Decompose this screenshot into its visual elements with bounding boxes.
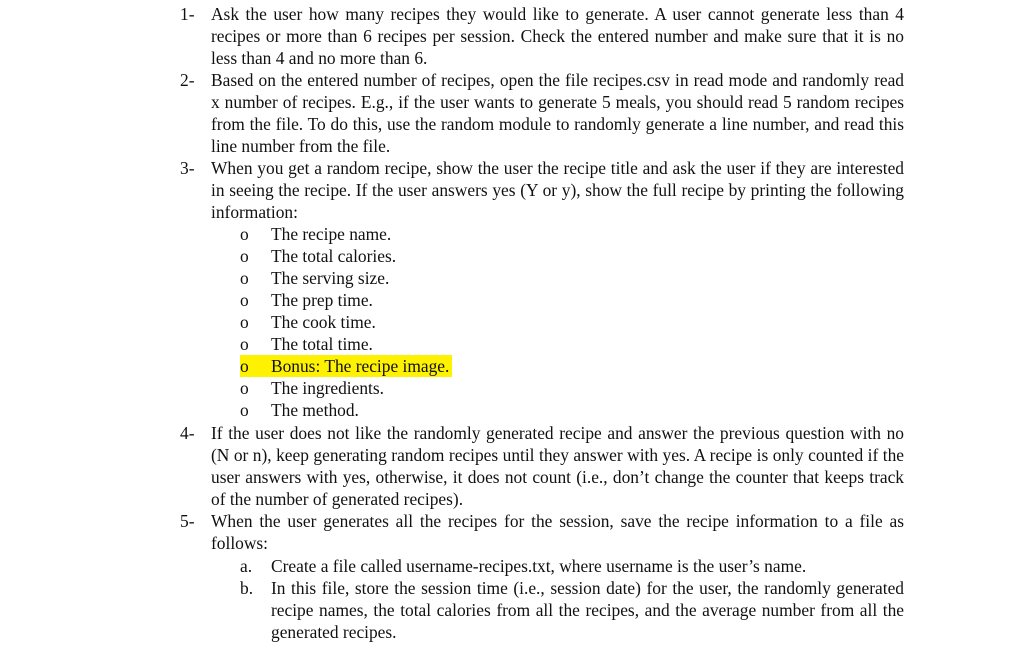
bullet-item (240, 245, 904, 267)
bullet-text: The recipe name. (271, 224, 392, 244)
step-text: Based on the entered number of recipes, open the file recipes.csv in read mode and randomly read x number of recipes. E.g., if the user wants to generate 5 meals, you should read 5 random recipes from the file. To do this, use the random module to randomly generate a line number, and read this line number from the file. (211, 70, 904, 156)
bullet-text: The method. (271, 400, 359, 420)
sub-item-label: a. (240, 556, 253, 576)
bullet-marker: o (240, 224, 249, 244)
bullet-marker: o (240, 290, 249, 310)
sub-item-text: Create a file called username-recipes.txt, where username is the user’s name. (271, 556, 807, 576)
bullet-marker: o (240, 356, 249, 376)
sub-item-a (240, 555, 904, 577)
bullet-marker: o (240, 268, 249, 288)
bullet-text: The prep time. (271, 290, 373, 310)
step-1 (180, 3, 904, 69)
sub-item-label: b. (240, 578, 254, 598)
sub-item-text: In this file, store the session time (i.e., session date) for the user, the randomly generated recipe names, the total calories from all the recipes, and the average number from all the generated recipes. (271, 578, 904, 642)
step-number: 1- (180, 4, 195, 24)
sub-item-b (240, 577, 904, 643)
bullet-item (240, 377, 904, 399)
step-number: 2- (180, 70, 195, 90)
bullet-item (240, 311, 904, 333)
bullet-item (240, 223, 904, 245)
bullet-marker: o (240, 312, 249, 332)
step-text: When you get a random recipe, show the user the recipe title and ask the user if they are interested in seeing the recipe. If the user answers yes (Y or y), show the full recipe by printing the following information: (211, 158, 904, 222)
step-number: 4- (180, 423, 195, 443)
step-3 (180, 157, 904, 223)
step-4 (180, 422, 904, 510)
highlight (240, 355, 452, 377)
step-text: When the user generates all the recipes for the session, save the recipe information to a file as follows: (211, 511, 904, 553)
bullet-item-highlighted (240, 355, 904, 377)
step-5 (180, 510, 904, 554)
bullet-marker: o (240, 334, 249, 354)
step-text: If the user does not like the randomly generated recipe and answer the previous question with no (N or n), keep generating random recipes until they answer with yes. A recipe is only counted if the user answers with yes, otherwise, it does not count (i.e., don’t change the counter that keeps track of the number of generated recipes). (211, 423, 904, 509)
step-number: 3- (180, 158, 195, 178)
step-number: 5- (180, 511, 195, 531)
bullet-item (240, 267, 904, 289)
bullet-text: The total time. (271, 334, 373, 354)
bullet-text: The total calories. (271, 246, 397, 266)
bullet-text: The cook time. (271, 312, 376, 332)
step-text: Ask the user how many recipes they would like to generate. A user cannot generate less than 4 recipes or more than 6 recipes per session. Check the entered number and make sure that it is no less than 4 and no more than 6. (211, 4, 904, 68)
bullet-item (240, 399, 904, 421)
bullet-marker: o (240, 378, 249, 398)
bullet-text: The ingredients. (271, 378, 385, 398)
bullet-item (240, 289, 904, 311)
bullet-marker: o (240, 400, 249, 420)
step-2 (180, 69, 904, 157)
bullet-text: The serving size. (271, 268, 390, 288)
bullet-item (240, 333, 904, 355)
bullet-text: Bonus: The recipe image. (271, 356, 450, 376)
bullet-marker: o (240, 246, 249, 266)
